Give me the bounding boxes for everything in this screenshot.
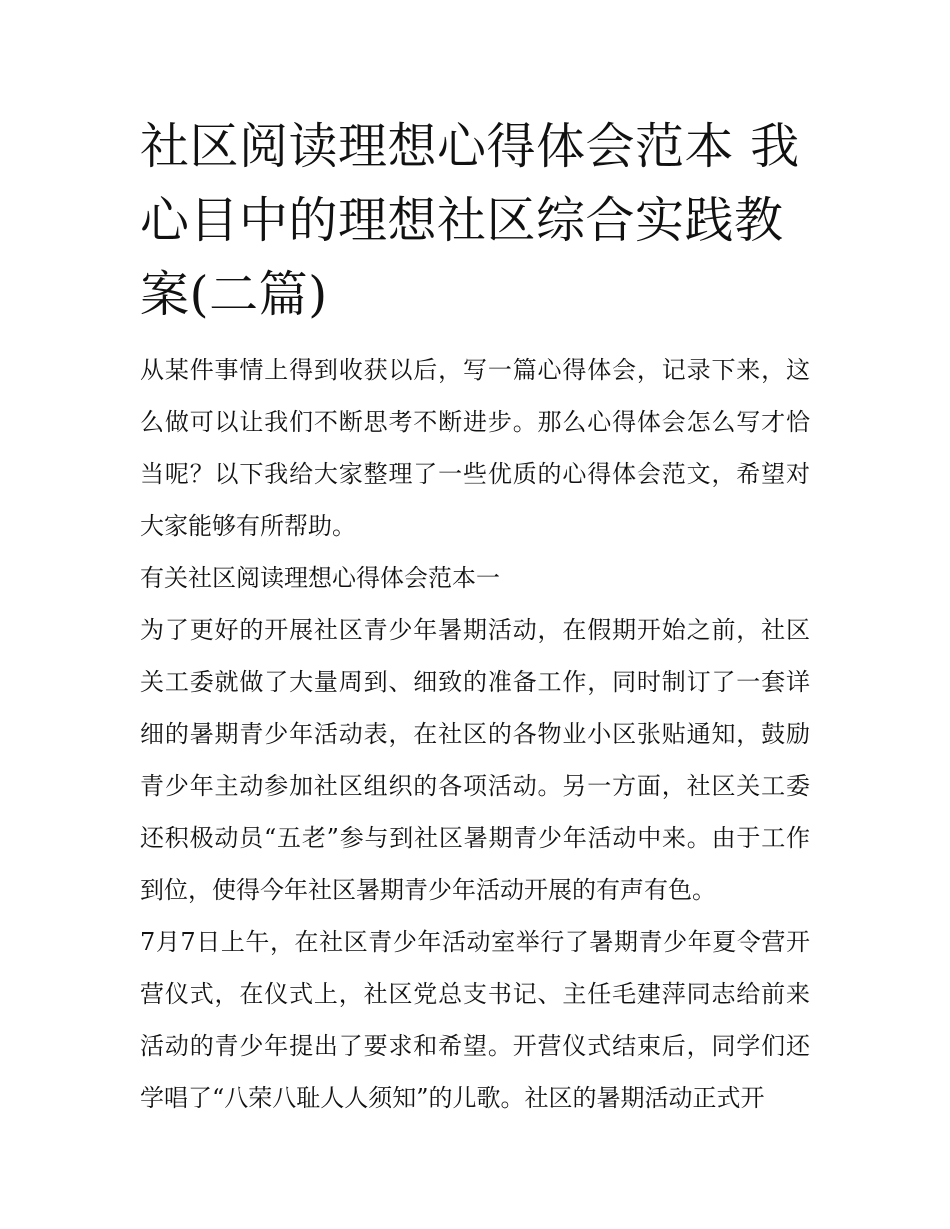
document-title: 社区阅读理想心得体会范本 我心目中的理想社区综合实践教案(二篇) [140,118,800,323]
body-paragraph-1: 为了更好的开展社区青少年暑期活动，在假期开始之前，社区关工委就做了大量周到、细致的准备工作，同时制订了一套详细的暑期青少年活动表，在社区的各物业小区张贴通知，鼓励青少年主动参加社区组织的各项活动。另一方面，社区关工委还积极动员“五老”参与到社区暑期青少年活动中来。由于工作到位，使得今年社区暑期青少年活动开展的有声有色。 [140,616,810,904]
intro-paragraph: 从某件事情上得到收获以后，写一篇心得体会，记录下来，这么做可以让我们不断思考不断进步。那么心得体会怎么写才恰当呢？以下我给大家整理了一些优质的心得体会范文，希望对大家能够有所帮助。 [140,356,810,540]
document-page [140,110,810,1124]
body-paragraph-2: 7月7日上午，在社区青少年活动室举行了暑期青少年夏令营开营仪式，在仪式上，社区党总支书记、主任毛建萍同志给前来活动的青少年提出了要求和希望。开营仪式结束后，同学们还学唱了“八荣八耻人人须知”的儿歌。社区的暑期活动正式开 [140,928,810,1112]
section-heading: 有关社区阅读理想心得体会范本一 [140,564,500,592]
